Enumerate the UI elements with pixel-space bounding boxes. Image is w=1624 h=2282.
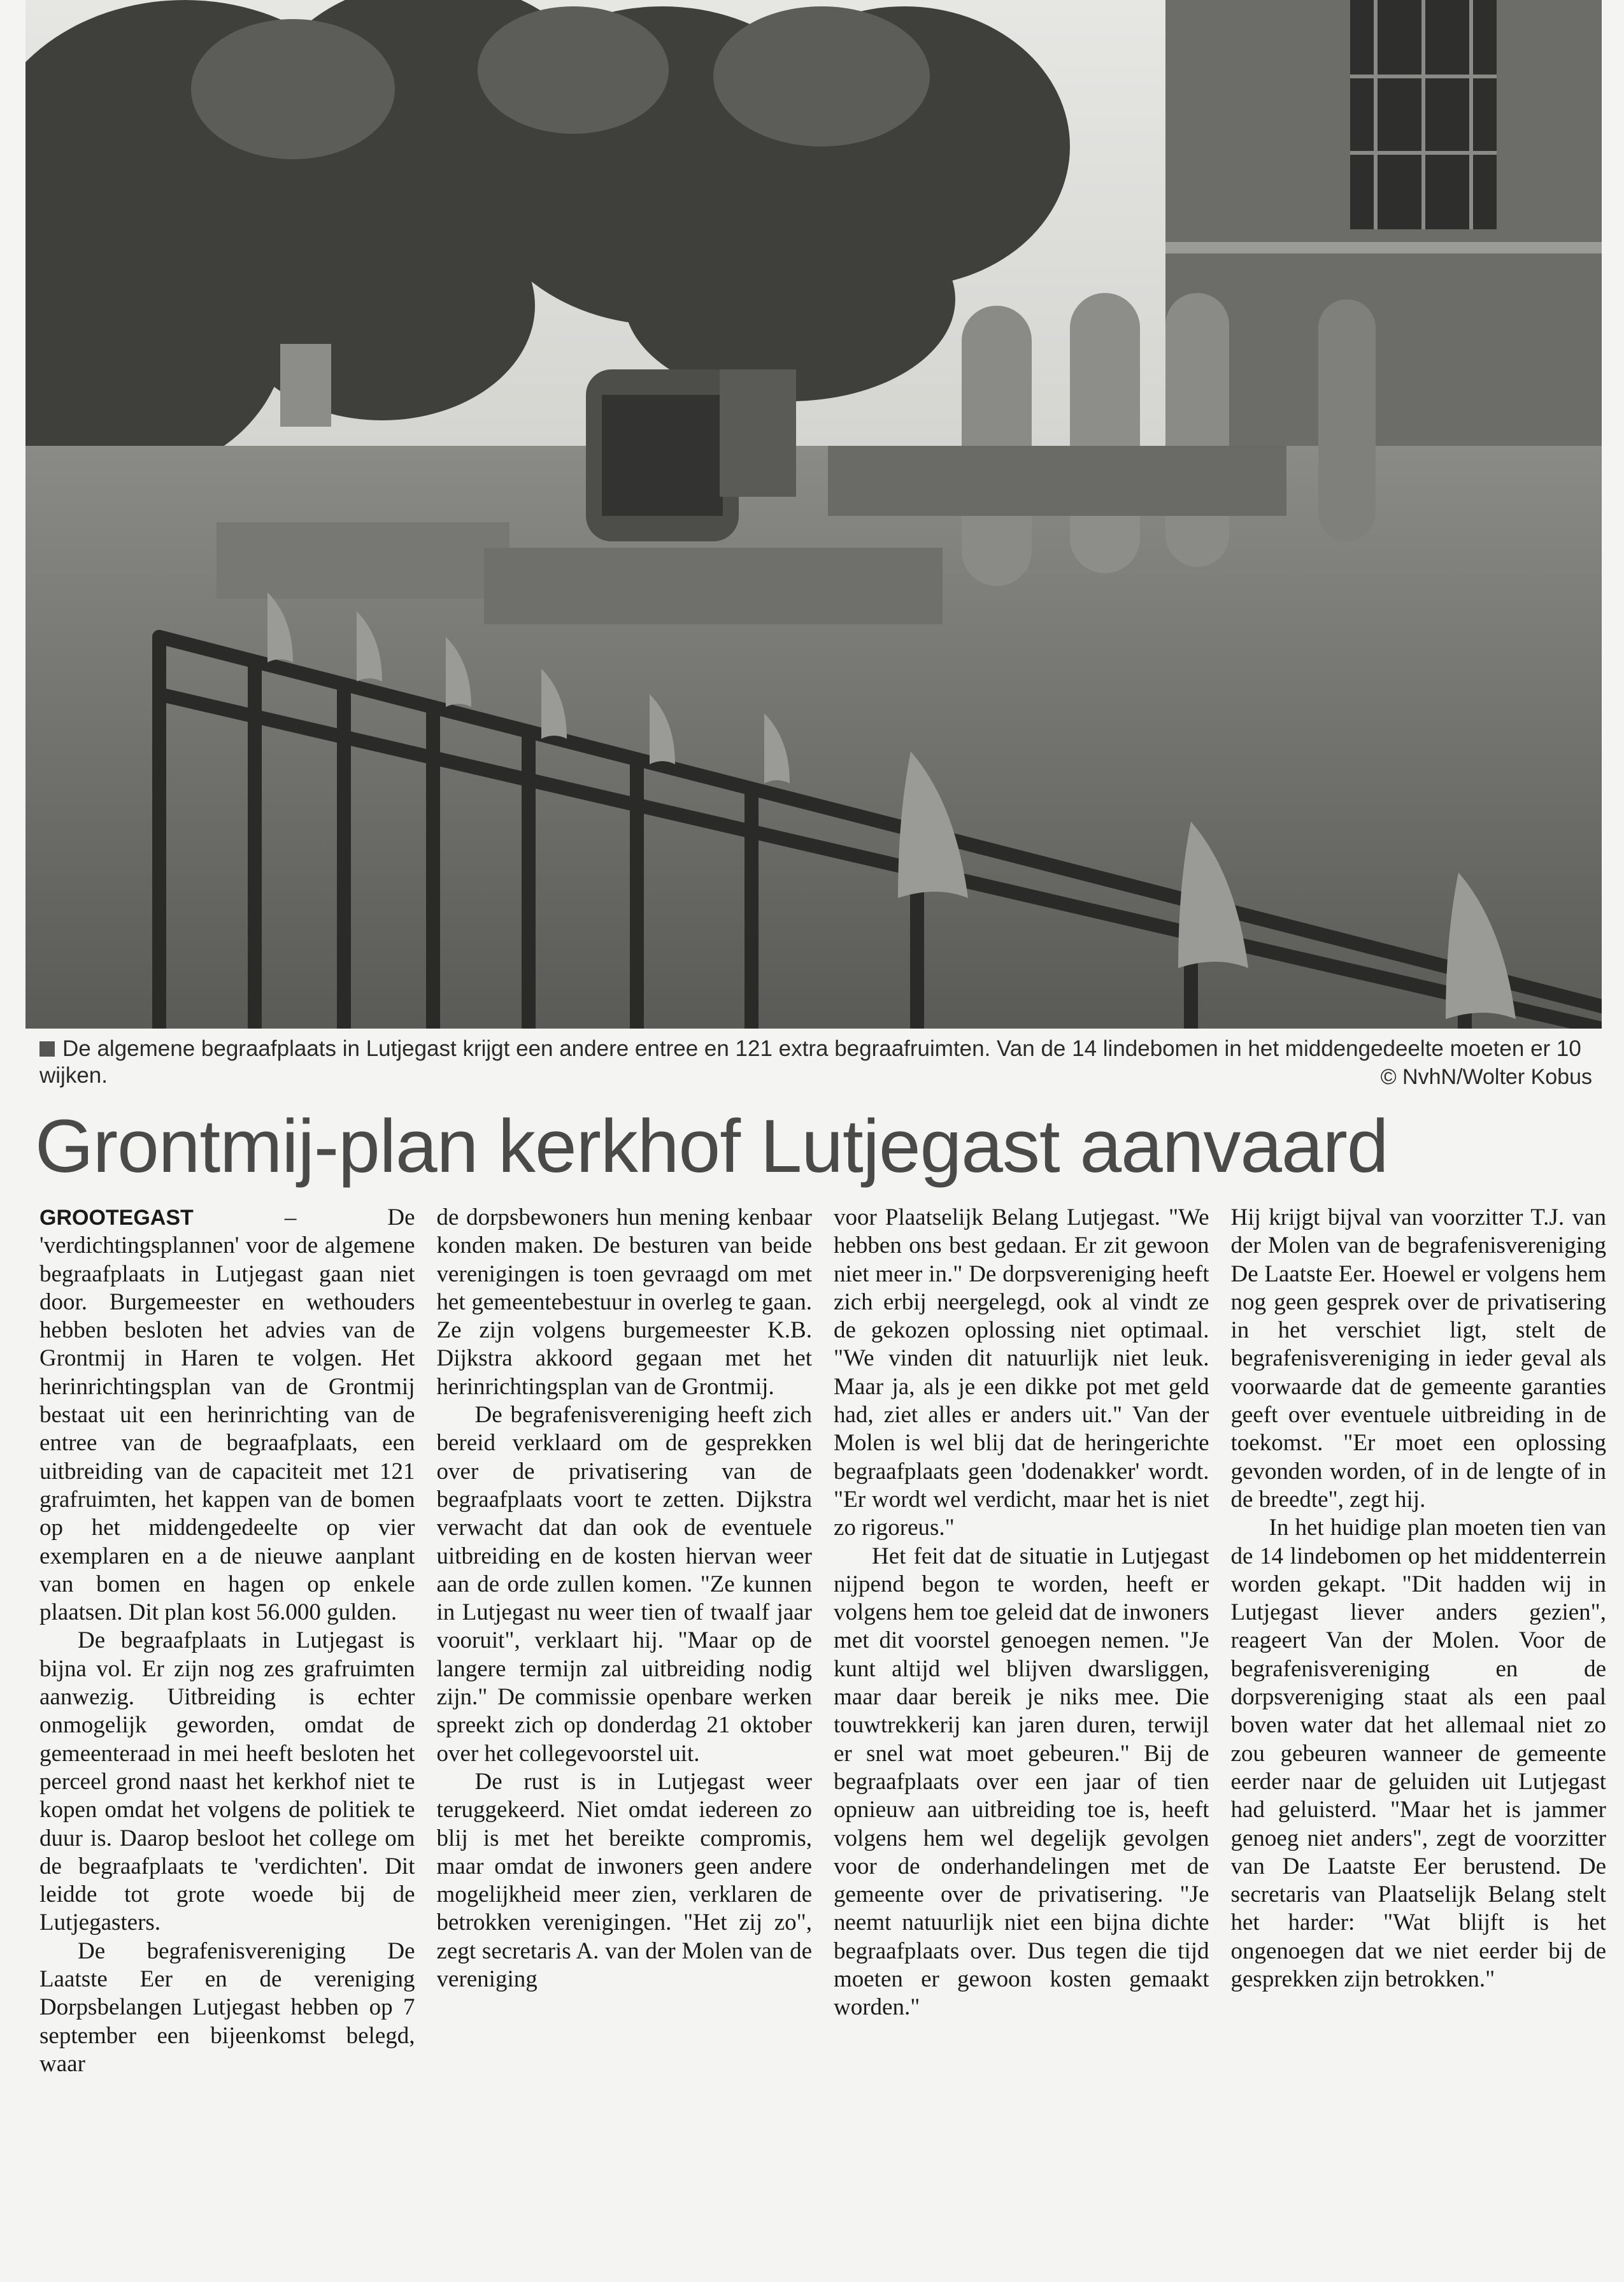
dateline: GROOTEGAST — [39, 1206, 194, 1230]
article-paragraph: Het feit dat de situatie in Lutjegast nijpend begon te worden, heeft er volgens hem toe geleid dat de inwoners met dit voorstel genoegen nemen. "Je kunt altijd wel blijven dwarsliggen, maar daar bereik je niks mee. Die touwtrekkerij kan jaren duren, terwijl er snel wat moet gebeuren." Bij de begraafplaats over een jaar of tien opnieuw aan uitbreiding toe is, heeft volgens hem wel degelijk gevolgen voor de onderhandelingen met de gemeente over de privatisering. "Je neemt natuurlijk niet een bijna dichte begraafplaats over. Dus tegen die tijd moeten er gewoon kosten gemaakt worden." — [834, 1543, 1209, 2021]
article-paragraph: De rust is in Lutjegast weer teruggekeerd. Niet omdat iedereen zo blij is met het bereikte compromis, maar omdat de inwoners geen andere mogelijkheid meer zien, verklaren de betrokken verenigingen. "Het zij zo", zegt secretaris A. van der Molen van de vereniging — [436, 1768, 812, 1993]
article-column-2 — [437, 1204, 813, 2274]
article-paragraph: De begraafplaats in Lutjegast is bijna vol. Er zijn nog zes grafruimten aanwezig. Uitbreiding is echter onmogelijk geworden, omdat de gemeenteraad in mei heeft besloten het perceel grond naast het kerkhof niet te kopen omdat het volgens de politiek te duur is. Daarop besloot het college om de begraafplaats te 'verdichten'. Dit leidde tot grote woede bij de Lutjegasters. — [39, 1627, 415, 1936]
photo-caption — [39, 1036, 1597, 1089]
photo-caption-text: De algemene begraafplaats in Lutjegast krijgt een andere entree en 121 extra begraafruimten. Van de 14 lindebomen in het middengedeelte moeten er 10 wijken. — [39, 1036, 1581, 1088]
article-body — [39, 1204, 1606, 2274]
article-paragraph: De begrafenisvereniging heeft zich bereid verklaard om de gesprekken over de privatisering van de begraafplaats voort te zetten. Dijkstra verwacht dat dan ook de eventuele uitbreiding en de kosten hiervan weer aan de orde zullen komen. "Ze kunnen in Lutjegast nu weer tien of twaalf jaar vooruit", verklaart hij. "Maar op de langere termijn zal uitbreiding nodig zijn." De commissie openbare werken spreekt zich op donderdag 21 oktober over het collegevoorstel uit. — [436, 1402, 812, 1767]
article-column-4 — [1231, 1204, 1607, 2274]
photo-credit: © NvhN/Wolter Kobus — [1380, 1065, 1592, 1089]
cemetery-photo-drawing — [25, 0, 1602, 1029]
caption-square-icon — [39, 1041, 55, 1057]
article-paragraph: GROOTEGAST – De 'verdichtingsplannen' voor de algemene begraafplaats in Lutjegast gaan niet door. Burgemeester en wethouders hebben besloten het advies van de Grontmij in Haren te volgen. Het herinrichtingsplan van de Grontmij bestaat uit een herinrichting van de entree van de begraafplaats, een uitbreiding van de capaciteit met 121 grafruimten, het kappen van de bomen op het middengedeelte op vier exemplaren en a de nieuwe aanplant van bomen en hagen op enkele plaatsen. Dit plan kost 56.000 gulden. — [39, 1204, 415, 1626]
article-paragraph: de dorpsbewoners hun mening kenbaar konden maken. De besturen van beide verenigingen is toen gevraagd om met het gemeentebestuur in overleg te gaan. Ze zijn volgens burgemeester K.B. Dijkstra akkoord gegaan met het herinrichtingsplan van de Grontmij. — [436, 1204, 812, 1400]
article-column-3 — [834, 1204, 1209, 2274]
article-paragraph: De begrafenisvereniging De Laatste Eer en de vereniging Dorpsbelangen Lutjegast hebben op 7 september een bijeenkomst belegd, waar — [39, 1937, 415, 2077]
cemetery-photo — [25, 0, 1602, 1029]
article-paragraph: Hij krijgt bijval van voorzitter T.J. van der Molen van de begrafenisvereniging De Laatste Eer. Hoewel er volgens hem nog geen gesprek over de privatisering in het verschiet ligt, stelt de begrafenisvereniging in ieder geval als voorwaarde dat de gemeente garanties geeft over eventuele uitbreiding in de toekomst. "Er moet een oplossing gevonden worden, of in de lengte of in de breedte", zegt hij. — [1230, 1204, 1606, 1513]
article-column-1 — [39, 1204, 415, 2274]
article-paragraph: In het huidige plan moeten tien van de 14 lindebomen op het middenterrein worden gekapt. "Dit hadden wij in Lutjegast liever anders gezien", reageert Van der Molen. Voor de begrafenisvereniging en de dorpsvereniging staat als een paal boven water dat het allemaal niet zo zou gebeuren wanneer de gemeente eerder naar de geluiden uit Lutjegast had geluisterd. "Maar het is jammer genoeg niet anders", zegt de voorzitter van De Laatste Eer berustend. De secretaris van Plaatselijk Belang stelt het harder: "Wat blijft is het ongenoegen dat we niet eerder bij de gesprekken zijn betrokken." — [1230, 1515, 1606, 1993]
article-paragraph: voor Plaatselijk Belang Lutjegast. "We hebben ons best gedaan. Er zit gewoon niet meer in." De dorpsvereniging heeft zich erbij neergelegd, ook al vindt ze de gekozen oplossing niet optimaal. "We vinden dit natuurlijk niet leuk. Maar ja, als je een dikke pot met geld had, ziet alles er anders uit." Van der Molen is wel blij dat de heringerichte begraafplaats geen 'dodenakker' wordt. "Er wordt wel verdicht, maar het is niet zo rigoreus." — [834, 1204, 1209, 1541]
church-wall — [1165, 0, 1602, 522]
headline: Grontmij-plan kerkhof Lutjegast aanvaard — [35, 1104, 1388, 1188]
